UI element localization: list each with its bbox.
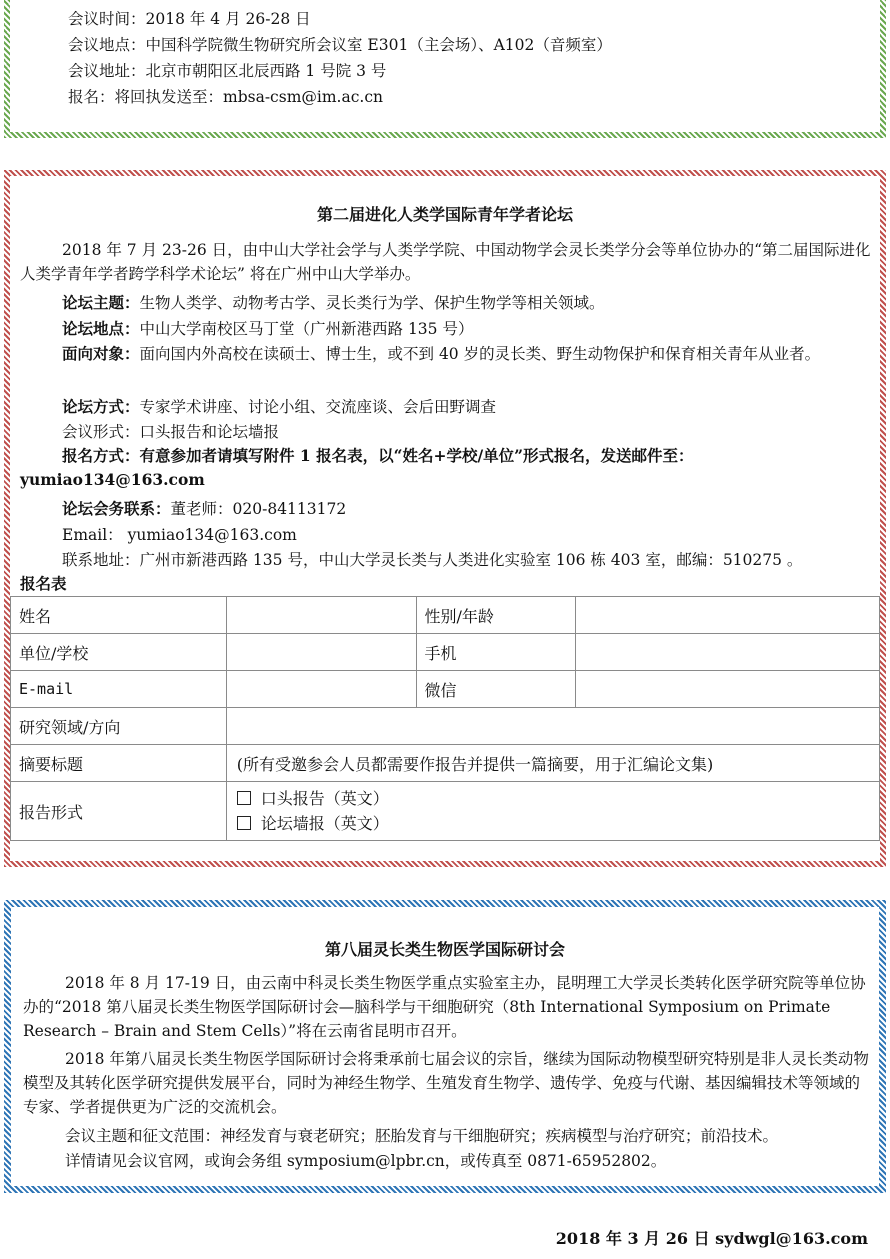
meeting-info-box: [4, 0, 886, 138]
gender-age-cell[interactable]: [576, 597, 880, 634]
forum-email: Email： yumiao134@163.com: [62, 526, 297, 544]
table-row: [11, 782, 880, 841]
meeting-address: 会议地址：北京市朝阳区北辰西路 1 号院 3 号: [68, 62, 387, 80]
symposium-title: 第八届灵长类生物医学国际研讨会: [324, 940, 565, 959]
forum-audience-value: 面向国内外高校在读硕士、博士生，或不到 40 岁的灵长类、野生动物保护和保育相关青年从业者。: [139, 345, 821, 363]
forum-theme: [62, 292, 605, 314]
name-cell[interactable]: [226, 597, 416, 634]
symposium-topics: 会议主题和征文范围：神经发育与衰老研究；胚胎发育与干细胞研究；疾病模型与治疗研究；前沿技术。: [65, 1127, 779, 1145]
registration-form-table: [10, 596, 880, 841]
checkbox-icon[interactable]: [237, 816, 251, 830]
forum-contact-label: 论坛会务联系：: [62, 499, 171, 518]
meeting-registration: 报名：将回执发送至：mbsa-csm@im.ac.cn: [68, 88, 383, 106]
forum-theme-value: 生物人类学、动物考古学、灵长类行为学、保护生物学等相关领域。: [139, 294, 605, 312]
forum-signup: 报名方式：有意参加者请填写附件 1 报名表，以“姓名+学校/单位”形式报名，发送邮件至：yumiao134@163.com: [20, 446, 694, 489]
email-label: E-mail: [11, 671, 227, 708]
forum-audience: [20, 342, 878, 366]
symposium-para2: 2018 年第八届灵长类生物医学国际研讨会将秉承前七届会议的宗旨，继续为国际动物模型研究特别是非人灵长类动物模型及其转化医学研究提供发展平台，同时为神经生物学、生殖发育生物学、遗传学、免疫与代谢、基因编辑技术等领域的专家、学者提供更为广泛的交流机会。: [23, 1050, 869, 1116]
option-poster[interactable]: [237, 811, 871, 836]
forum-title: 第二届进化人类学国际青年学者论坛: [316, 205, 573, 224]
forum-venue-label: 论坛地点：: [62, 319, 140, 338]
email-cell[interactable]: [226, 671, 416, 708]
report-label: 报告形式: [11, 782, 227, 841]
wechat-cell[interactable]: [576, 671, 880, 708]
table-row: [11, 634, 880, 671]
option-poster-label: 论坛墙报（英文）: [260, 814, 389, 833]
gender-age-label: 性别/年龄: [416, 597, 576, 634]
abstract-note: (所有受邀参会人员都需要作报告并提供一篇摘要，用于汇编论文集): [226, 745, 879, 782]
table-row: [11, 597, 880, 634]
name-label: 姓名: [11, 597, 227, 634]
symposium-box: [4, 900, 886, 1193]
form-title: 报名表: [20, 574, 67, 593]
field-label: 研究领域/方向: [11, 708, 227, 745]
symposium-details: 详情请见会议官网，或询会务组 symposium@lpbr.cn，或传真至 0871-65952802。: [65, 1152, 667, 1170]
forum-format: [62, 396, 496, 418]
option-oral[interactable]: [237, 786, 871, 811]
meeting-time: 会议时间：2018 年 4 月 26-28 日: [68, 10, 311, 28]
wechat-label: 微信: [416, 671, 576, 708]
checkbox-icon[interactable]: [237, 791, 251, 805]
forum-theme-label: 论坛主题：: [62, 293, 140, 312]
forum-venue: [62, 318, 473, 340]
forum-format-label: 论坛方式：: [62, 397, 140, 416]
forum-intro: 2018 年 7 月 23-26 日，由中山大学社会学与人类学学院、中国动物学会灵长类学分会等单位协办的“第二届国际进化人类学青年学者跨学科学术论坛” 将在广州中山大学举办。: [20, 241, 871, 283]
phone-cell[interactable]: [576, 634, 880, 671]
phone-label: 手机: [416, 634, 576, 671]
forum-contact: [62, 498, 346, 520]
unit-label: 单位/学校: [11, 634, 227, 671]
table-row: [11, 708, 880, 745]
footer-date-email: 2018 年 3 月 26 日 sydwgl@163.com: [555, 1229, 868, 1248]
forum-box: [4, 170, 886, 867]
table-row: [11, 745, 880, 782]
forum-address: 联系地址：广州市新港西路 135 号，中山大学灵长类与人类进化实验室 106 栋 403 室，邮编：510275 。: [62, 551, 803, 569]
option-oral-label: 口头报告（英文）: [260, 789, 389, 808]
report-options: [226, 782, 879, 841]
forum-contact-value: 董老师：020-84113172: [170, 500, 347, 518]
meeting-venue: 会议地点：中国科学院微生物研究所会议室 E301（主会场）、A102（音频室）: [68, 36, 612, 54]
forum-format-value: 专家学术讲座、讨论小组、交流座谈、会后田野调查: [139, 398, 497, 416]
symposium-para1: 2018 年 8 月 17-19 日，由云南中科灵长类生物医学重点实验室主办，昆明理工大学灵长类转化医学研究院等单位协办的“2018 第八届灵长类生物医学国际研讨会—脑科学与干细胞研究（8th International Symposium on Primate Research – Brain and Stem Cells）”将在云南省昆明市召开。: [23, 974, 866, 1040]
forum-meeting-form: 会议形式：口头报告和论坛墙报: [62, 423, 280, 441]
field-cell[interactable]: [226, 708, 879, 745]
unit-cell[interactable]: [226, 634, 416, 671]
abstract-label: 摘要标题: [11, 745, 227, 782]
table-row: [11, 671, 880, 708]
forum-audience-label: 面向对象：: [62, 344, 140, 363]
forum-venue-value: 中山大学南校区马丁堂（广州新港西路 135 号）: [139, 320, 474, 338]
